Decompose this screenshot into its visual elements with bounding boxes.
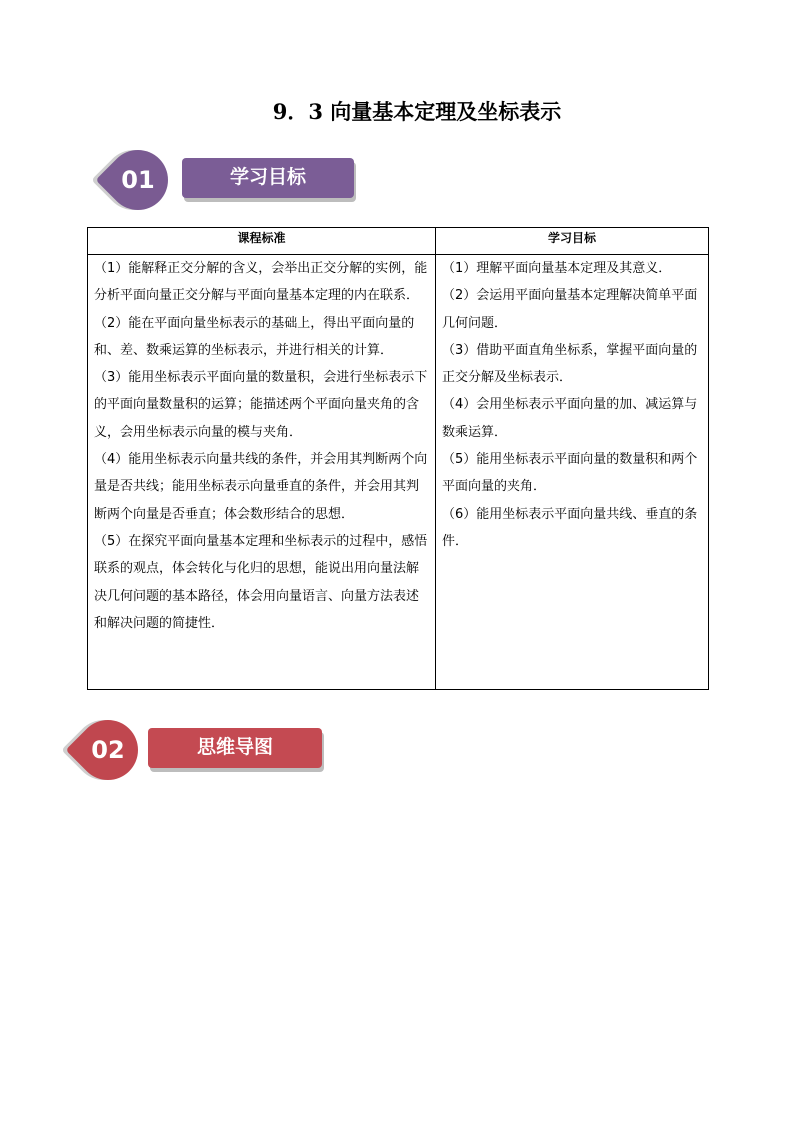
list-item: （2）会运用平面向量基本定理解决简单平面几何问题． [442, 288, 698, 331]
curriculum-standard-cell [88, 255, 436, 690]
list-item: （6）能用坐标表示平面向量共线、垂直的条件． [442, 506, 698, 549]
list-item: （4）能用坐标表示向量共线的条件，并会用其判断两个向量是否共线；能用坐标表示向量垂直的条件，并会用其判断两个向量是否垂直；体会数形结合的思想． [94, 452, 428, 522]
page-title: 9．3 向量基本定理及坐标表示 [272, 99, 562, 124]
section-banner: 思维导图 [148, 728, 322, 768]
list-item: （1）能解释正交分解的含义，会举出正交分解的实例，能分析平面向量正交分解与平面向量基本定理的内在联系． [94, 261, 428, 304]
goals-table [87, 227, 709, 690]
list-item: （2）能在平面向量坐标表示的基础上，得出平面向量的和、差、数乘运算的坐标表示，并进行相关的计算． [94, 315, 415, 358]
section-number: 01 [121, 166, 155, 194]
table-row [88, 255, 709, 690]
column-header-learning-goals: 学习目标 [436, 228, 709, 255]
table-header-row [88, 228, 709, 255]
list-item: （4）会用坐标表示平面向量的加、减运算与数乘运算． [442, 397, 698, 440]
section-banner: 学习目标 [182, 158, 354, 198]
section-number: 02 [91, 736, 125, 764]
learning-goals-cell [436, 255, 709, 690]
list-item: （5）在探究平面向量基本定理和坐标表示的过程中，感悟联系的观点，体会转化与化归的思想，能说出用向量法解决几何问题的基本路径，体会用向量语言、向量方法表述和解决问题的简捷性． [94, 533, 428, 631]
list-item: （1）理解平面向量基本定理及其意义． [442, 261, 672, 276]
list-item: （5）能用坐标表示平面向量的数量积和两个平面向量的夹角． [442, 452, 698, 495]
list-item: （3）借助平面直角坐标系，掌握平面向量的正交分解及坐标表示． [442, 342, 698, 386]
column-header-curriculum-standard: 课程标准 [88, 228, 436, 255]
list-item: （3）能用坐标表示平面向量的数量积，会进行坐标表示下的平面向量数量积的运算；能描述两个平面向量夹角的含义，会用坐标表示向量的模与夹角． [94, 370, 428, 440]
